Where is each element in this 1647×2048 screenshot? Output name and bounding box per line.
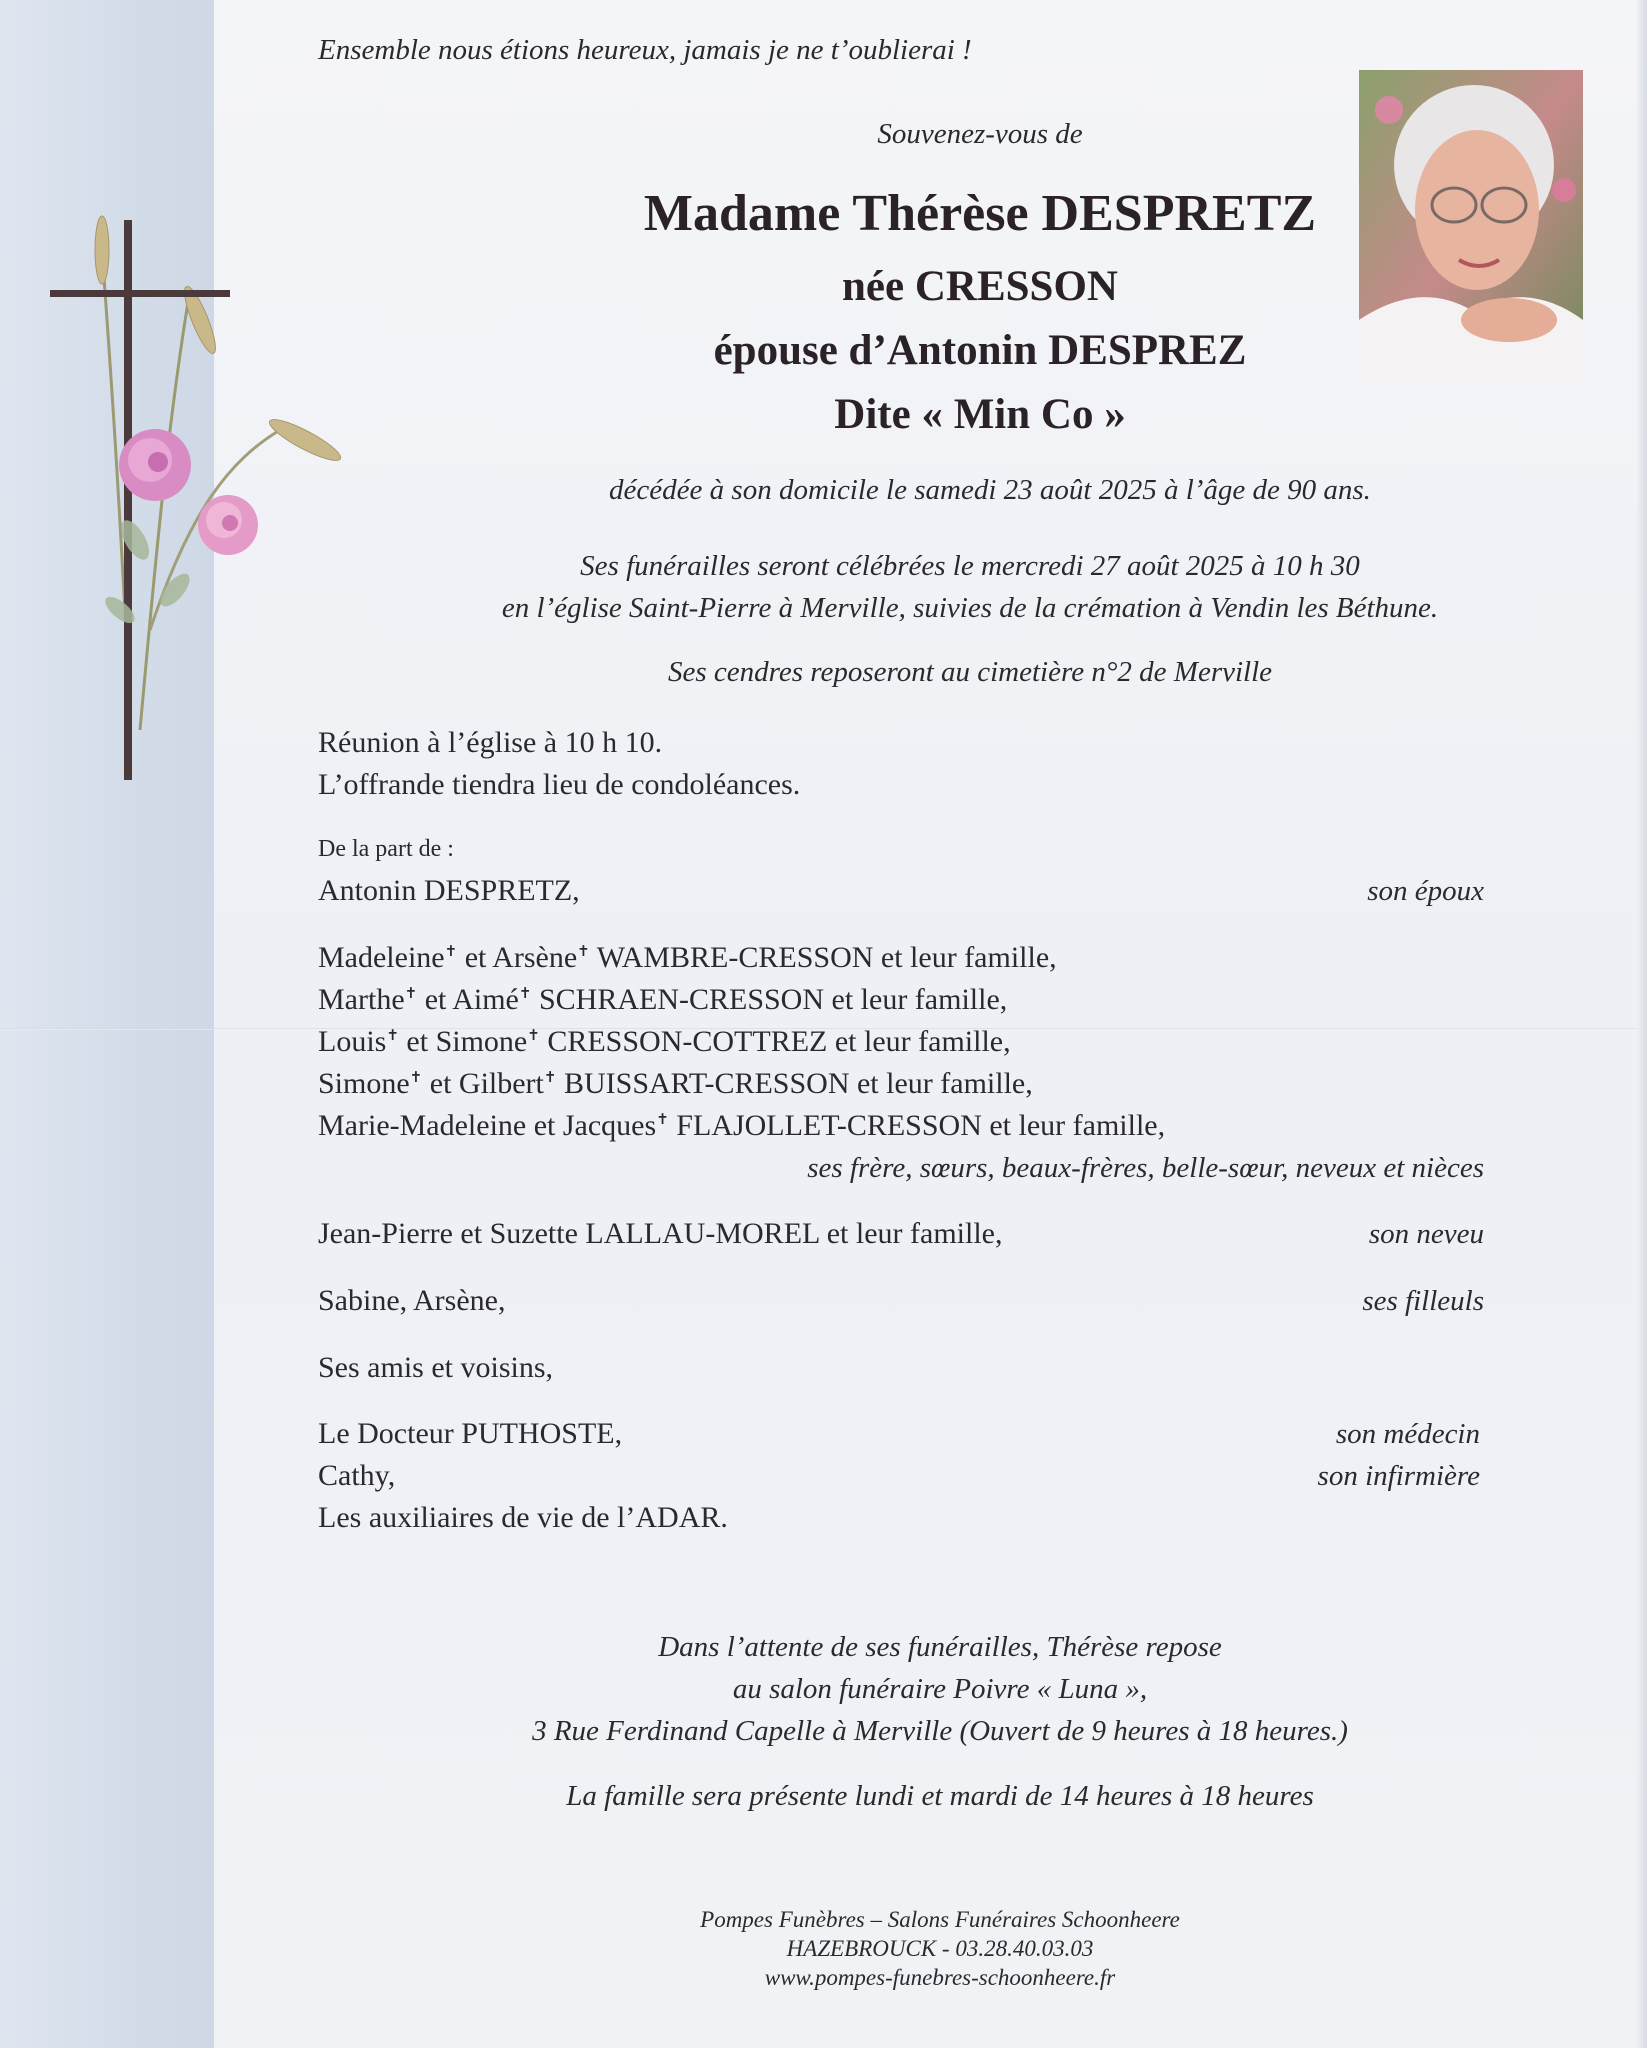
cross-mark-icon: ✝ bbox=[386, 1028, 399, 1044]
death-notice: décédée à son domicile le samedi 23 août 2025 à l’âge de 90 ans. bbox=[609, 474, 1371, 506]
cross-icon bbox=[40, 210, 360, 790]
family-presence: La famille sera présente lundi et mardi de 14 heures à 18 heures bbox=[566, 1780, 1314, 1812]
spouse-line: épouse d’Antonin DESPREZ bbox=[713, 327, 1247, 374]
godchildren-relation: ses filleuls bbox=[1362, 1285, 1484, 1317]
adar-text: Les auxiliaires de vie de l’ADAR. bbox=[318, 1501, 728, 1534]
repose-line-3: 3 Rue Ferdinand Capelle à Merville (Ouvert de 9 heures à 18 heures.) bbox=[532, 1715, 1348, 1747]
offering-note: L’offrande tiendra lieu de condoléances. bbox=[318, 768, 801, 801]
cross-mark-icon: ✝ bbox=[543, 1070, 557, 1086]
doctor-relation: son médecin bbox=[1335, 1418, 1480, 1450]
repose-line-2: au salon funéraire Poivre « Luna », bbox=[732, 1673, 1148, 1705]
epitaph-quote: Ensemble nous étions heureux, jamais je ne t’oublierai ! bbox=[318, 34, 972, 66]
nephew-name: Jean-Pierre et Suzette LALLAU-MOREL et leur famille, bbox=[318, 1217, 1003, 1250]
nephew-row bbox=[318, 1213, 1568, 1255]
ashes-line: Ses cendres reposeront au cimetière n°2 de Merville bbox=[667, 656, 1273, 688]
footer-phone: HAZEBROUCK - 03.28.40.03.03 bbox=[786, 1936, 1094, 1961]
nurse-relation: son infirmière bbox=[1317, 1460, 1480, 1492]
list-item: Madeleine✝ et Arsène✝ WAMBRE-CRESSON et leur famille, bbox=[318, 941, 1057, 974]
cross-mark-icon: ✝ bbox=[409, 1070, 423, 1086]
godchildren-row bbox=[318, 1280, 1568, 1322]
list-item bbox=[318, 1413, 1568, 1455]
cross-mark-icon: ✝ bbox=[527, 1028, 540, 1044]
funeral-line-1: Ses funérailles seront célébrées le mercredi 27 août 2025 à 10 h 30 bbox=[580, 550, 1360, 582]
cross-mark-icon: ✝ bbox=[404, 986, 418, 1002]
siblings-relation: ses frère, sœurs, beaux-frères, belle-sœur, neveux et nièces bbox=[807, 1152, 1484, 1184]
godchildren-names: Sabine, Arsène, bbox=[318, 1284, 506, 1317]
funeral-line-2: en l’église Saint-Pierre à Merville, suivies de la crémation à Vendin les Béthune. bbox=[501, 592, 1439, 624]
deceased-name: Madame Thérèse DESPRETZ bbox=[643, 185, 1317, 242]
friends-row bbox=[318, 1347, 1568, 1389]
from-label: De la part de : bbox=[318, 836, 454, 862]
doctor-name: Le Docteur PUTHOSTE, bbox=[318, 1417, 623, 1450]
maiden-name: née CRESSON bbox=[842, 263, 1118, 310]
footer-company: Pompes Funèbres – Salons Funéraires Schoonheere bbox=[700, 1907, 1180, 1932]
siblings-list bbox=[318, 937, 1568, 1189]
cross-mark-icon: ✝ bbox=[577, 944, 590, 960]
list-item: Marthe✝ et Aimé✝ SCHRAEN-CRESSON et leur famille, bbox=[318, 983, 1008, 1016]
nurse-name: Cathy, bbox=[318, 1459, 396, 1492]
nephew-relation: son neveu bbox=[1368, 1218, 1484, 1250]
repose-block bbox=[400, 1626, 1480, 1752]
spouse-row bbox=[318, 870, 1568, 912]
caregivers-list bbox=[318, 1413, 1568, 1539]
list-item bbox=[318, 1497, 1568, 1539]
cross-mark-icon: ✝ bbox=[444, 944, 458, 960]
cross-mark-icon: ✝ bbox=[518, 986, 532, 1002]
list-item: Simone✝ et Gilbert✝ BUISSART-CRESSON et leur famille, bbox=[318, 1067, 1033, 1100]
spouse-relation: son époux bbox=[1367, 875, 1484, 907]
church-meeting: Réunion à l’église à 10 h 10. bbox=[318, 726, 663, 759]
cross-mark-icon: ✝ bbox=[656, 1112, 669, 1128]
nickname-line: Dite « Min Co » bbox=[834, 391, 1126, 438]
siblings-relation-row bbox=[318, 1147, 1568, 1189]
footer-website: www.pompes-funebres-schoonheere.fr bbox=[764, 1965, 1116, 1990]
spouse-name: Antonin DESPRETZ, bbox=[318, 874, 580, 907]
souvenez-label: Souvenez-vous de bbox=[877, 118, 1083, 150]
paper-right-edge bbox=[1637, 0, 1647, 2048]
footer bbox=[520, 1905, 1360, 1992]
list-item: Louis✝ et Simone✝ CRESSON-COTTREZ et leur famille, bbox=[318, 1025, 1011, 1058]
church-meeting-block bbox=[318, 722, 800, 806]
repose-line-1: Dans l’attente de ses funérailles, Thérèse repose bbox=[658, 1631, 1222, 1663]
list-item: Marie-Madeleine et Jacques✝ FLAJOLLET-CRESSON et leur famille, bbox=[318, 1109, 1166, 1142]
friends-text: Ses amis et voisins, bbox=[318, 1351, 554, 1384]
list-item bbox=[318, 1455, 1568, 1497]
